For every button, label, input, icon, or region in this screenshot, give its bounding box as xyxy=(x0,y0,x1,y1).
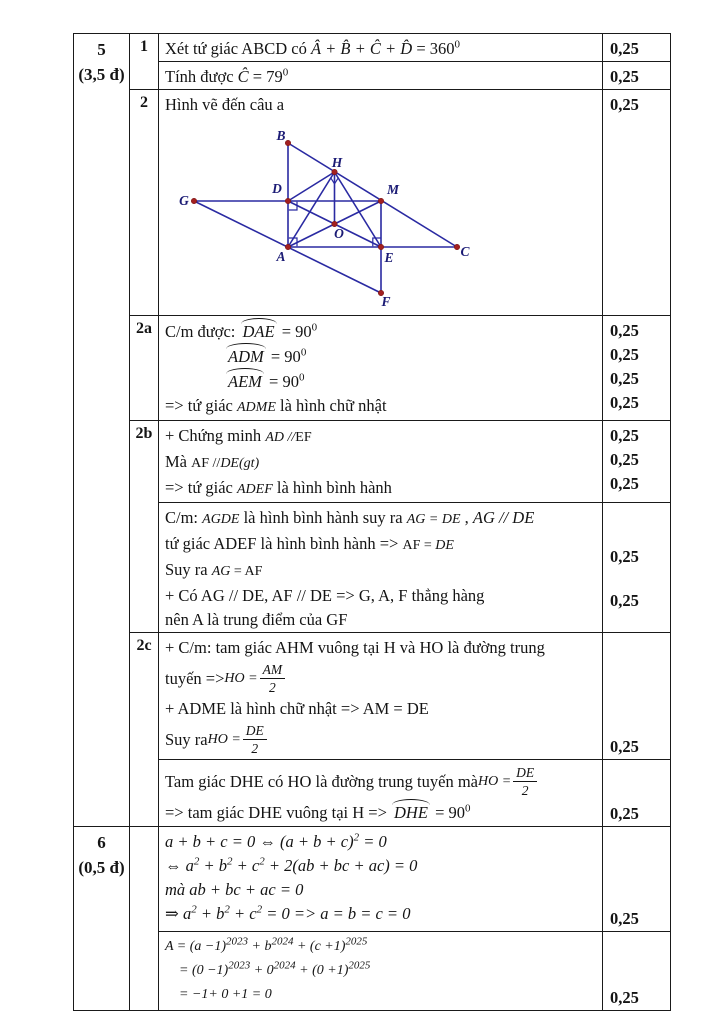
math-expression: + (c +1) xyxy=(293,939,346,954)
exponent: 0 xyxy=(300,346,307,359)
math-expression: EF xyxy=(295,430,312,445)
point-label-E: E xyxy=(384,250,394,265)
points-value: 0,25 xyxy=(610,39,639,58)
cell-content-2c-2 xyxy=(159,760,603,827)
points-value: 0,25 xyxy=(610,909,639,928)
line xyxy=(165,558,598,584)
line xyxy=(179,959,598,983)
fraction-numerator: DE xyxy=(513,765,537,782)
exponent: 2025 xyxy=(348,959,371,972)
exponent: 2 xyxy=(256,903,263,916)
points-value: 0,25 xyxy=(610,369,639,388)
fraction-numerator: AM xyxy=(260,662,286,679)
points-value: 0,25 xyxy=(610,67,639,86)
cell-sub-2a xyxy=(130,316,159,421)
point-B xyxy=(285,140,290,145)
math-expression: A = (a −1) xyxy=(165,939,227,954)
figure-lines xyxy=(194,143,457,293)
math-expression: + c xyxy=(229,904,257,923)
math-expression: AF = xyxy=(402,538,436,553)
exponent: 2 xyxy=(353,831,360,844)
cell-points-2c-1 xyxy=(603,633,671,760)
cell-sub-2b xyxy=(130,421,159,633)
exponent: 0 xyxy=(298,371,305,384)
math-expression: DE(gt) xyxy=(220,456,260,471)
math-expression: + 2(ab + bc + ac) = 0 xyxy=(264,856,418,875)
math-expression: HO = xyxy=(207,731,241,747)
point-D xyxy=(285,198,290,203)
exponent: 2024 xyxy=(273,959,296,972)
math-expression: = (0 −1) xyxy=(179,963,229,978)
line xyxy=(165,763,598,800)
fraction-denominator: 2 xyxy=(521,783,529,798)
question-number: 6 xyxy=(97,833,106,852)
math-expression: AGDE xyxy=(202,512,240,527)
exponent: 2025 xyxy=(345,935,368,948)
fraction-denominator: 2 xyxy=(251,741,259,756)
text: tứ giác ADEF là hình bình hành => xyxy=(165,534,403,553)
math-expression: = 360 xyxy=(412,39,455,58)
text: là hình bình hành suy ra xyxy=(239,508,407,527)
math-expression: ⇒ a xyxy=(165,904,192,923)
math-expression: = 90 xyxy=(430,803,465,822)
cell-content-q6-2 xyxy=(159,932,603,1011)
math-expression: = 79 xyxy=(248,67,283,86)
line xyxy=(165,854,598,878)
cell-points-q6-1 xyxy=(603,827,671,932)
cell-question-6 xyxy=(74,827,130,1011)
cell-question-5 xyxy=(74,34,130,827)
points-value: 0,25 xyxy=(610,321,639,340)
text: C/m: xyxy=(165,508,203,527)
line: + C/m: tam giác AHM vuông tại H và HO là đường trung xyxy=(165,638,545,657)
point-label-G: G xyxy=(179,193,189,208)
cell-points-2a xyxy=(603,316,671,421)
cell-points-r1 xyxy=(603,34,671,62)
line xyxy=(165,394,598,420)
angle-widehat: DHE xyxy=(391,800,431,825)
cell-points-2c-2 xyxy=(603,760,671,827)
line xyxy=(165,450,598,476)
point-label-M: M xyxy=(386,182,400,197)
fraction xyxy=(243,723,267,756)
math-expression: = 0 xyxy=(359,832,387,851)
point-label-F: F xyxy=(381,294,391,309)
text: tuyến => xyxy=(165,668,225,688)
cell-points-2b-2 xyxy=(603,503,671,633)
text: Suy ra xyxy=(165,560,212,579)
exponent: 2 xyxy=(191,903,197,916)
points-value: 0,25 xyxy=(610,737,639,756)
cell-content-2a xyxy=(159,316,603,421)
text: => tứ giác xyxy=(165,478,237,497)
sub-label: 2 xyxy=(140,94,148,111)
line xyxy=(165,830,598,854)
line xyxy=(165,902,598,926)
text: là hình chữ nhật xyxy=(275,396,387,415)
cell-points-r2 xyxy=(603,62,671,90)
exponent: 0 xyxy=(465,802,471,815)
fraction xyxy=(513,765,537,798)
math-expression: + c xyxy=(232,856,260,875)
math-expression: = 0 => a = b = c = 0 xyxy=(262,904,411,923)
point-label-H: H xyxy=(331,155,343,170)
math-expression: + b xyxy=(248,939,272,954)
line xyxy=(165,476,598,502)
points-value: 0,25 xyxy=(610,393,639,412)
text: là hình bình hành xyxy=(272,478,392,497)
exponent: 0 xyxy=(282,66,289,79)
geometry-figure xyxy=(167,119,477,315)
cell-sub-empty xyxy=(130,827,159,1011)
line xyxy=(165,660,598,697)
math-expression: AG xyxy=(211,564,231,579)
point-label-B: B xyxy=(276,128,286,143)
point-E xyxy=(378,244,383,249)
math-expression: = AF xyxy=(230,564,263,579)
line xyxy=(165,935,598,959)
math-expression: + (0 +1) xyxy=(295,963,349,978)
exponent: 2023 xyxy=(226,935,249,948)
math-expression: = 90 xyxy=(266,347,301,366)
exponent: 2 xyxy=(193,855,200,868)
point-label-A: A xyxy=(276,249,286,264)
line: mà ab + bc + ac = 0 xyxy=(165,880,304,899)
math-expression: ADME xyxy=(237,400,276,415)
line: + Có AG // DE, AF // DE => G, A, F thẳng hàng xyxy=(165,586,485,605)
fraction-denominator: 2 xyxy=(268,680,276,695)
point-label-C: C xyxy=(460,244,470,259)
text: Tính được xyxy=(165,67,238,86)
sub-label: 1 xyxy=(140,38,148,55)
sub-label: 2a xyxy=(136,320,152,337)
math-expression: HO = xyxy=(224,670,258,686)
line xyxy=(165,532,598,558)
math-expression: + 0 xyxy=(250,963,274,978)
point-C xyxy=(454,244,459,249)
cell-content-2b-1 xyxy=(159,421,603,503)
cell-sub-2 xyxy=(130,90,159,316)
angle-widehat: ADM xyxy=(225,344,267,369)
points-value: 0,25 xyxy=(610,988,639,1007)
math-expression: HO = xyxy=(477,773,512,789)
line: nên A là trung điểm của GF xyxy=(165,610,348,629)
text: C/m được: xyxy=(165,322,240,341)
cell-content-q6-1 xyxy=(159,827,603,932)
line xyxy=(165,800,598,825)
line xyxy=(165,65,598,89)
cell-points-2b-1 xyxy=(603,421,671,503)
fraction-numerator: DE xyxy=(243,723,267,740)
math-expression: ⇔ a xyxy=(165,856,194,875)
exponent: 2 xyxy=(227,855,233,868)
points-value: 0,25 xyxy=(610,345,639,364)
point-H xyxy=(332,169,337,174)
cell-content-2b-2 xyxy=(159,503,603,633)
cell-content-r2 xyxy=(159,62,603,90)
exponent: 2 xyxy=(259,855,265,868)
text: => tam giác DHE vuông tại H => xyxy=(165,803,392,822)
text: Suy ra xyxy=(165,729,208,749)
points-value: 0,25 xyxy=(610,474,639,493)
sub-label: 2c xyxy=(136,637,152,654)
cell-points-q6-2 xyxy=(603,932,671,1011)
point-label-O: O xyxy=(334,226,344,241)
points-value: 0,25 xyxy=(610,95,639,114)
math-expression: AF // xyxy=(191,456,221,471)
cell-content-r1 xyxy=(159,34,603,62)
line: = −1+ 0 +1 = 0 xyxy=(179,987,272,1002)
math-expression: Â + B̂ + Ĉ + D̂ xyxy=(310,39,413,58)
figure-caption: Hình vẽ đến câu a xyxy=(165,95,285,114)
math-expression: AG = DE xyxy=(406,512,461,527)
question-number: 5 xyxy=(97,40,106,59)
exponent: 2 xyxy=(224,903,230,916)
question-score: (0,5 đ) xyxy=(78,858,125,877)
line xyxy=(225,344,598,369)
math-expression: AD // xyxy=(265,430,296,445)
sub-label: 2b xyxy=(135,425,153,442)
angle-widehat: DAE xyxy=(240,319,278,344)
exponent: 2023 xyxy=(228,959,251,972)
angle-widehat: AEM xyxy=(225,369,265,394)
text: , xyxy=(460,508,473,527)
line xyxy=(165,37,598,61)
figure-points xyxy=(191,140,459,295)
math-expression: a + b + c = 0 ⇔ (a + b + c) xyxy=(165,832,354,851)
cell-content-2c-1 xyxy=(159,633,603,760)
answer-key-table xyxy=(73,33,671,1011)
cell-points-r3 xyxy=(603,90,671,316)
text: => tứ giác xyxy=(165,396,237,415)
line xyxy=(225,369,598,394)
cell-sub-2c xyxy=(130,633,159,827)
math-expression: = 90 xyxy=(264,372,299,391)
line xyxy=(165,424,598,450)
points-value: 0,25 xyxy=(610,547,639,566)
point-A xyxy=(285,244,290,249)
points-value: 0,25 xyxy=(610,450,639,469)
text: Tam giác DHE có HO là đường trung tuyến mà xyxy=(165,771,478,791)
math-expression: AG // DE xyxy=(472,508,535,527)
text: + Chứng minh xyxy=(165,426,266,445)
question-score: (3,5 đ) xyxy=(78,65,125,84)
fraction xyxy=(260,662,286,695)
math-expression: + b xyxy=(199,856,228,875)
line xyxy=(165,721,598,758)
math-expression: DE xyxy=(435,538,454,553)
point-label-D: D xyxy=(272,181,282,196)
text: Xét tứ giác ABCD có xyxy=(165,39,311,58)
line xyxy=(165,319,598,344)
point-M xyxy=(378,198,383,203)
points-value: 0,25 xyxy=(610,591,639,610)
line xyxy=(165,506,598,532)
math-expression: ADEF xyxy=(237,482,273,497)
math-expression: Ĉ xyxy=(237,67,249,86)
points-value: 0,25 xyxy=(610,804,639,823)
exponent: 0 xyxy=(454,38,461,51)
exponent: 2024 xyxy=(271,935,294,948)
exponent: 0 xyxy=(311,321,318,334)
math-expression: + b xyxy=(196,904,225,923)
text: Mà xyxy=(165,452,192,471)
point-G xyxy=(191,198,196,203)
cell-content-figure xyxy=(159,90,603,316)
cell-sub-1 xyxy=(130,34,159,90)
math-expression: = 90 xyxy=(277,322,312,341)
points-value: 0,25 xyxy=(610,426,639,445)
line: + ADME là hình chữ nhật => AM = DE xyxy=(165,699,429,718)
